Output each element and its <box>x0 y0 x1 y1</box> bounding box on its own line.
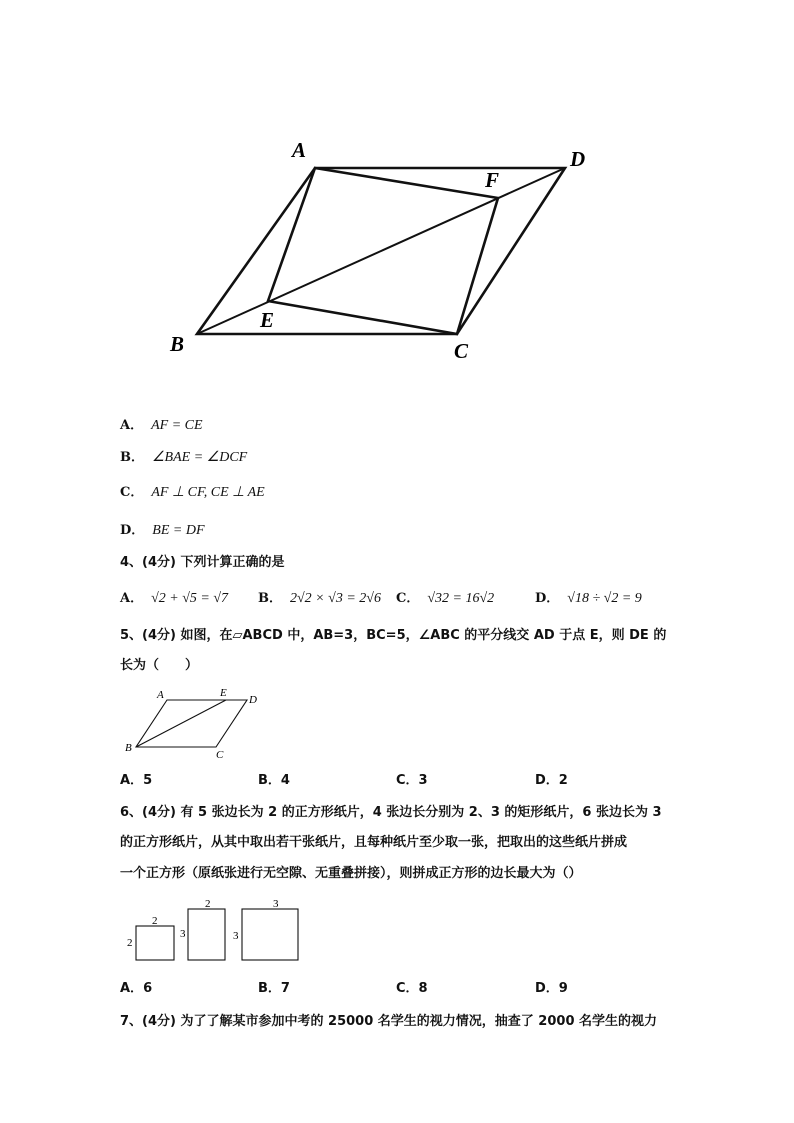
q3-figure <box>160 135 600 370</box>
q4-option-c[interactable] <box>396 587 494 607</box>
q5-label-a: A <box>157 689 164 701</box>
q6-square3-top: 3 <box>273 898 279 910</box>
option-text: AF = CE <box>151 418 203 433</box>
option-text: √2 + √5 = √7 <box>151 591 229 606</box>
option-label: A． <box>120 773 144 788</box>
option-text: 4 <box>280 773 290 788</box>
q6-option-b[interactable] <box>258 977 290 996</box>
q5-label-e: E <box>220 687 227 699</box>
q5-figure <box>120 685 270 760</box>
option-label: D． <box>535 591 560 606</box>
q6-option-a[interactable] <box>120 977 152 996</box>
option-text: 6 <box>143 981 153 996</box>
option-label: D． <box>535 981 559 996</box>
q6-square2-left: 2 <box>127 937 133 949</box>
q3-label-f: F <box>485 168 500 192</box>
option-text: √32 = 16√2 <box>427 591 495 606</box>
q6-rect-top: 2 <box>205 898 211 910</box>
q6-stem-line3: 一个正方形（原纸张进行无空隙、无重叠拼接），则拼成正方形的边长最大为（） <box>120 866 582 881</box>
q5-option-d[interactable] <box>535 769 568 788</box>
option-text: AF ⊥ CF, CE ⊥ AE <box>151 485 265 500</box>
option-label: A． <box>120 981 144 996</box>
q5-label-d: D <box>249 694 257 706</box>
option-label: C． <box>120 485 144 500</box>
q6-square2-top: 2 <box>152 915 158 927</box>
option-text: ∠BAE = ∠DCF <box>152 450 248 465</box>
q5-option-a[interactable] <box>120 769 152 788</box>
option-text: 2 <box>558 773 568 788</box>
q5-stem-line1: 5、(4分) 如图，在▱ABCD 中，AB=3，BC=5，∠ABC 的平分线交 AD 于点 E，则 DE 的 <box>120 628 667 643</box>
q3-label-e: E <box>260 308 275 332</box>
option-label: D． <box>535 773 559 788</box>
option-text: 3 <box>418 773 428 788</box>
q6-square-2 <box>136 926 174 960</box>
q3-option-b[interactable] <box>120 446 247 466</box>
q6-stem-line1: 6、(4分) 有 5 张边长为 2 的正方形纸片，4 张边长分别为 2、3 的矩形纸片，6 张边长为 3 <box>120 805 662 820</box>
q4-option-a[interactable] <box>120 587 228 607</box>
q6-square3-left: 3 <box>233 930 239 942</box>
option-text: 8 <box>418 981 428 996</box>
q5-stem-line2: 长为（ ） <box>120 658 199 673</box>
q5-label-c: C <box>216 749 224 760</box>
option-label: C． <box>396 591 420 606</box>
option-label: D． <box>120 523 145 538</box>
option-text: √18 ÷ √2 = 9 <box>567 591 642 606</box>
q6-square-3 <box>242 909 298 960</box>
q3-label-a: A <box>292 138 307 162</box>
q6-rect-left: 3 <box>180 928 186 940</box>
option-label: B． <box>120 450 144 465</box>
option-text: BE = DF <box>152 523 205 538</box>
option-label: B． <box>258 773 281 788</box>
q3-label-b: B <box>170 332 185 356</box>
q6-option-c[interactable] <box>396 977 428 996</box>
option-label: C． <box>396 981 419 996</box>
q6-stem-line2: 的正方形纸片，从其中取出若干张纸片，且每种纸片至少取一张，把取出的这些纸片拼成 <box>120 835 628 850</box>
option-label: B． <box>258 981 281 996</box>
option-text: 2√2 × √3 = 2√6 <box>290 591 381 606</box>
q3-label-c: C <box>454 339 469 363</box>
q5-bisector-be <box>136 700 226 747</box>
option-label: C． <box>396 773 419 788</box>
q3-option-a[interactable] <box>120 414 203 434</box>
q7-stem-line1: 7、(4分) 为了了解某市参加中考的 25000 名学生的视力情况，抽查了 2000 名学生的视力 <box>120 1014 658 1029</box>
q6-figure <box>120 895 310 965</box>
q5-option-b[interactable] <box>258 769 290 788</box>
q4-stem: 4、(4分) 下列计算正确的是 <box>120 555 285 570</box>
q5-option-c[interactable] <box>396 769 428 788</box>
q4-option-d[interactable] <box>535 587 642 607</box>
option-label: A． <box>120 418 144 433</box>
q3-option-d[interactable] <box>120 519 205 539</box>
q3-option-c[interactable] <box>120 481 265 501</box>
q6-rectangle-2x3 <box>188 909 225 960</box>
q5-label-b: B <box>125 742 132 754</box>
option-text: 7 <box>280 981 290 996</box>
q6-option-d[interactable] <box>535 977 568 996</box>
q3-label-d: D <box>570 147 586 171</box>
option-label: B． <box>258 591 282 606</box>
option-label: A． <box>120 591 144 606</box>
option-text: 5 <box>143 773 153 788</box>
q5-parallelogram <box>136 700 247 747</box>
q4-option-b[interactable] <box>258 587 381 607</box>
option-text: 9 <box>558 981 568 996</box>
